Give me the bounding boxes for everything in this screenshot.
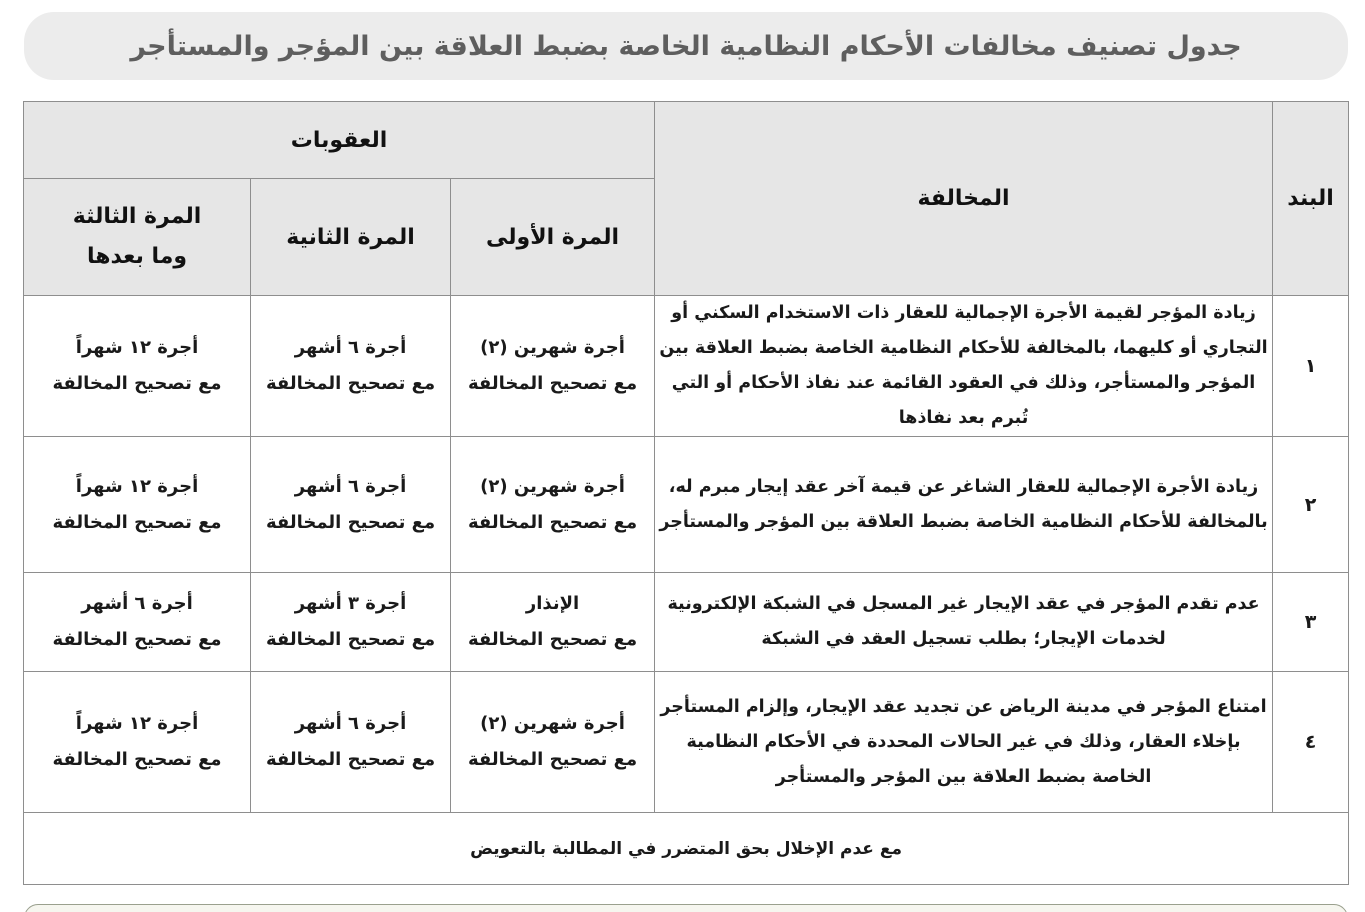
item-number: ٣ <box>1273 573 1349 672</box>
table-row <box>24 672 1349 813</box>
penalty-amount: أجرة ٣ أشهر <box>294 593 407 614</box>
penalty-third <box>24 296 251 437</box>
penalty-amount: أجرة شهرين (٢) <box>480 337 625 358</box>
penalty-note: مع تصحيح المخالفة <box>265 629 436 650</box>
penalty-first <box>451 437 655 573</box>
header-first-time: المرة الأولى <box>451 179 655 296</box>
penalty-amount: أجرة شهرين (٢) <box>480 475 625 497</box>
page-title: جدول تصنيف مخالفات الأحكام النظامية الخاصة بضبط العلاقة بين المؤجر والمستأجر <box>130 30 1242 62</box>
title-banner <box>24 12 1348 80</box>
next-section-edge <box>24 904 1348 912</box>
penalty-note: مع تصحيح المخالفة <box>52 373 222 394</box>
table-row <box>24 573 1349 672</box>
header-penalties: العقوبات <box>24 102 655 179</box>
penalty-amount: أجرة شهرين (٢) <box>480 713 625 734</box>
item-number: ٢ <box>1273 437 1349 573</box>
note-row <box>24 813 1349 885</box>
item-number: ٤ <box>1273 672 1349 813</box>
penalty-first <box>451 296 655 437</box>
violation-text: امتناع المؤجر في مدينة الرياض عن تجديد عقد الإيجار، وإلزام المستأجر بإخلاء العقار، وذلك في غير الحالات المحددة في الأحكام النظامية الخاصة بضبط العلاقة بين المؤجر والمستأجر <box>655 672 1273 813</box>
penalty-note: مع تصحيح المخالفة <box>467 373 638 394</box>
violations-table <box>23 101 1349 885</box>
table-row <box>24 437 1349 573</box>
header-third-line1: المرة الثالثة <box>72 204 202 229</box>
penalty-note: مع تصحيح المخالفة <box>52 749 222 770</box>
penalty-third <box>24 437 251 573</box>
violation-text: عدم تقدم المؤجر في عقد الإيجار غير المسجل في الشبكة الإلكترونية لخدمات الإيجار؛ بطلب تسجيل العقد في الشبكة <box>655 573 1273 672</box>
penalty-amount: أجرة ١٢ شهراً <box>75 337 199 358</box>
penalty-third <box>24 672 251 813</box>
header-item: البند <box>1273 102 1349 296</box>
penalty-note: مع تصحيح المخالفة <box>467 511 638 533</box>
penalty-amount: أجرة ١٢ شهراً <box>75 475 199 497</box>
penalty-note: مع تصحيح المخالفة <box>265 373 436 394</box>
penalty-first <box>451 672 655 813</box>
penalty-second <box>251 437 451 573</box>
header-row-top <box>24 102 1349 179</box>
table-row <box>24 296 1349 437</box>
header-third-line2: وما بعدها <box>86 244 188 269</box>
penalty-note: مع تصحيح المخالفة <box>467 629 638 650</box>
penalty-amount: أجرة ٦ أشهر <box>294 713 407 734</box>
penalty-amount: أجرة ١٢ شهراً <box>75 713 199 734</box>
penalty-third <box>24 573 251 672</box>
penalty-amount: أجرة ٦ أشهر <box>294 337 407 358</box>
header-violation: المخالفة <box>655 102 1273 296</box>
violation-text: زيادة الأجرة الإجمالية للعقار الشاغر عن قيمة آخر عقد إيجار مبرم له، بالمخالفة للأحكام النظامية الخاصة بضبط العلاقة بين المؤجر والمستأجر <box>655 437 1273 573</box>
violation-text: زيادة المؤجر لقيمة الأجرة الإجمالية للعقار ذات الاستخدام السكني أو التجاري أو كليهما، بالمخالفة للأحكام النظامية الخاصة بضبط العلاقة بين المؤجر والمستأجر، وذلك في العقود القائمة عند نفاذ الأحكام أو التي تُبرم بعد نفاذها <box>655 296 1273 437</box>
penalty-note: مع تصحيح المخالفة <box>467 749 638 770</box>
header-third-time <box>24 179 251 296</box>
penalty-note: مع تصحيح المخالفة <box>52 511 222 533</box>
penalty-amount: أجرة ٦ أشهر <box>294 475 407 497</box>
compensation-note: مع عدم الإخلال بحق المتضرر في المطالبة بالتعويض <box>24 813 1349 885</box>
penalty-second <box>251 573 451 672</box>
penalty-note: مع تصحيح المخالفة <box>265 511 436 533</box>
penalty-second <box>251 296 451 437</box>
item-number: ١ <box>1273 296 1349 437</box>
penalty-note: مع تصحيح المخالفة <box>52 629 222 650</box>
penalty-note: مع تصحيح المخالفة <box>265 749 436 770</box>
penalty-amount: أجرة ٦ أشهر <box>81 593 193 614</box>
penalty-amount: الإنذار <box>525 593 580 614</box>
header-second-time: المرة الثانية <box>251 179 451 296</box>
penalty-first <box>451 573 655 672</box>
penalty-second <box>251 672 451 813</box>
